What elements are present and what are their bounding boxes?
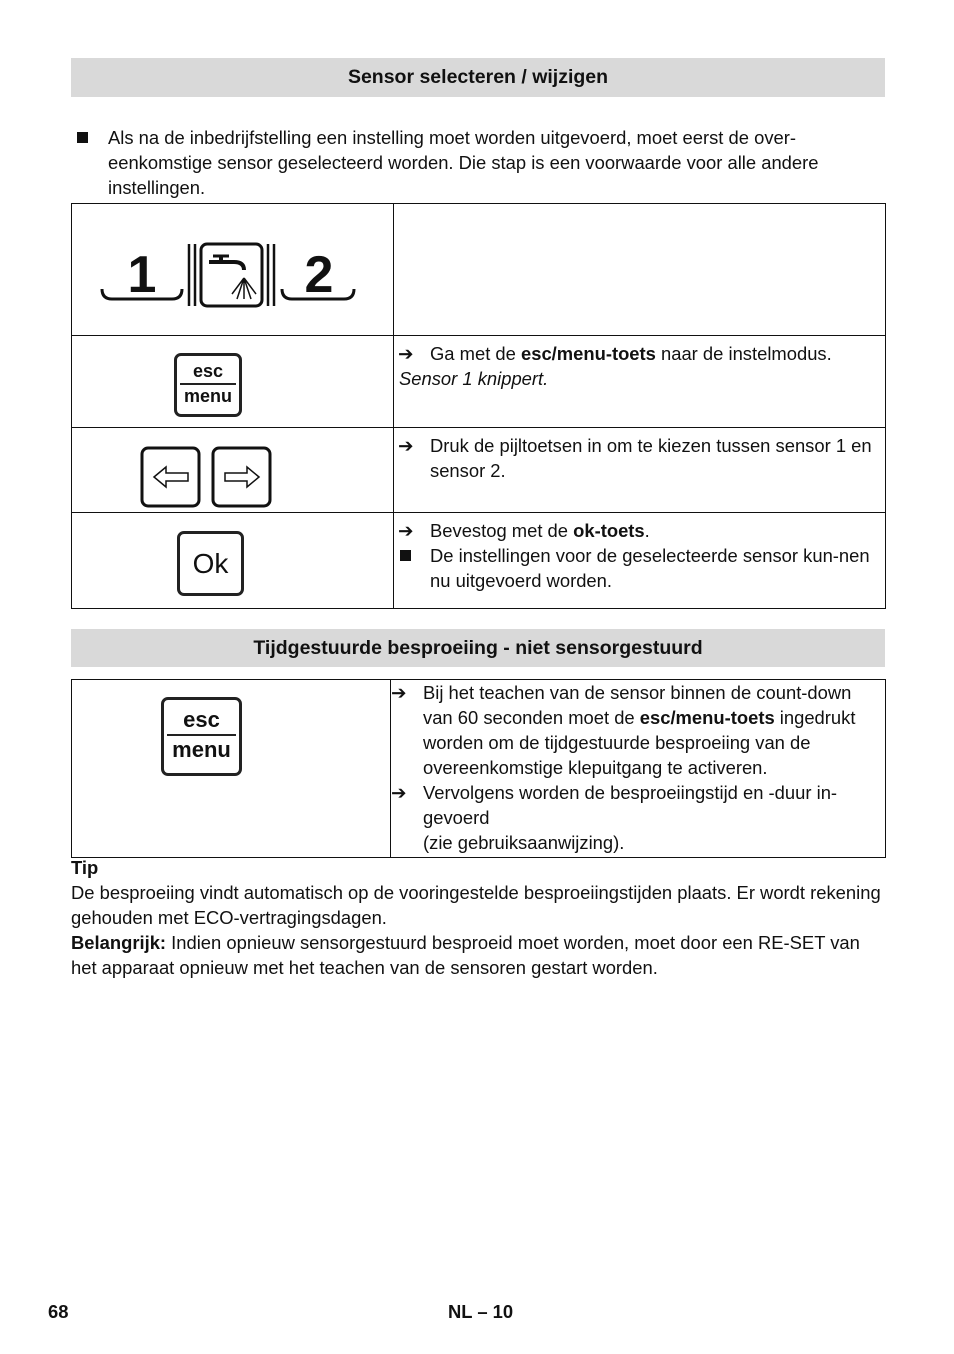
note-text: De instellingen voor de geselecteerde sensor kun-nen nu uitgevoerd worden. — [430, 545, 870, 591]
empty-cell — [394, 204, 886, 336]
sensor-display-icon — [72, 204, 392, 334]
important-note — [71, 930, 886, 980]
step-line — [391, 780, 885, 855]
table-row — [72, 680, 886, 858]
intro-text: Als na de inbedrijfstelling een instelling moet worden uitgevoerd, moet eerst de over-eenkomstige sensor geselecteerd worden. Die stap is een voorwaarde voor alle andere instellingen. — [108, 127, 819, 198]
step-text: Druk de pijltoetsen in om te kiezen tussen sensor 1 en sensor 2. — [430, 435, 872, 481]
step-line — [394, 341, 885, 366]
display-cell — [72, 204, 394, 336]
bullet-square-icon — [400, 550, 411, 561]
arrow-keys-cell — [72, 428, 394, 513]
arrow-right-icon: ➔ — [391, 782, 407, 803]
step-cell — [394, 336, 886, 428]
step-cell — [391, 680, 886, 858]
table-row — [72, 204, 886, 336]
step-text: Vervolgens worden de besproeiingstijd en -duur in-gevoerd — [423, 782, 838, 828]
ok-key-icon: Ok — [177, 531, 244, 596]
step-text: Ga met de — [430, 343, 521, 364]
sensor-steps-table — [71, 203, 886, 609]
result-text — [394, 366, 885, 391]
result-italic: Sensor 1 knippert. — [399, 368, 549, 389]
step-bold: esc/menu-toets — [520, 343, 656, 364]
page-number: 68 — [48, 1301, 69, 1322]
esc-key-cell — [72, 336, 394, 428]
footer-lang: NL — [448, 1301, 473, 1322]
arrow-keys-icon — [72, 428, 392, 512]
left-arrow-key-icon — [142, 448, 199, 506]
tip-block — [71, 855, 886, 980]
step-text: ingedrukt worden om de tijdgestuurde besproeiing van de overeenkomstige klepuitgang te activeren. — [423, 707, 856, 778]
section-heading-timed: Tijdgestuurde besproeiing - niet sensorgestuurd — [71, 629, 885, 667]
menu-label: menu — [183, 386, 232, 406]
arrow-right-icon: ➔ — [391, 682, 407, 703]
step-bold: ok-toets — [573, 520, 645, 541]
bullet-square-icon — [77, 132, 88, 143]
esc-label: esc — [180, 360, 236, 385]
step-bold: esc/menu-toets — [639, 707, 775, 728]
arrow-right-icon: ➔ — [398, 343, 414, 364]
esc-label: esc — [167, 706, 236, 736]
step-text: . — [644, 520, 650, 541]
footer-section — [448, 1299, 513, 1324]
tap-sprinkler-icon — [201, 244, 262, 306]
sensor-2-number: 2 — [304, 246, 334, 304]
arrow-right-icon: ➔ — [398, 435, 414, 456]
tip-heading: Tip — [71, 857, 99, 878]
menu-label: menu — [172, 737, 231, 762]
step-text: Bevestog met de — [430, 520, 574, 541]
esc-key-cell — [72, 680, 391, 858]
arrow-right-icon: ➔ — [398, 520, 414, 541]
note-line — [394, 543, 885, 593]
step-line — [394, 518, 885, 543]
ok-key-cell — [72, 513, 394, 609]
footer-section-number: – 10 — [477, 1301, 514, 1322]
step-line — [394, 433, 885, 483]
table-row — [72, 428, 886, 513]
step-line — [391, 680, 885, 780]
table-row — [72, 336, 886, 428]
tip-text: De besproeiing vindt automatisch op de vooringestelde besproeiingstijden plaats. Er wordt rekening gehouden met ECO-vertragingsdagen. — [71, 882, 881, 928]
timed-steps-table — [71, 679, 886, 858]
step-cell — [394, 513, 886, 609]
section-heading-sensor: Sensor selecteren / wijzigen — [71, 58, 885, 97]
important-label: Belangrijk: — [71, 932, 167, 953]
esc-menu-key-icon — [174, 353, 242, 417]
step-text: Bij het teachen van de sensor binnen de count-down van 60 seconden moet de — [423, 682, 852, 728]
sensor-1-number: 1 — [127, 246, 157, 304]
table-row — [72, 513, 886, 609]
esc-menu-key-icon — [161, 697, 242, 776]
right-arrow-key-icon — [213, 448, 270, 506]
important-text: Indien opnieuw sensorgestuurd besproeid moet worden, moet door een RE-SET van het apparaat opnieuw met het teachen van de sensoren gestart worden. — [71, 932, 860, 978]
step-text: (zie gebruiksaanwijzing). — [423, 832, 625, 853]
step-text: naar de instelmodus. — [655, 343, 832, 364]
step-cell — [394, 428, 886, 513]
